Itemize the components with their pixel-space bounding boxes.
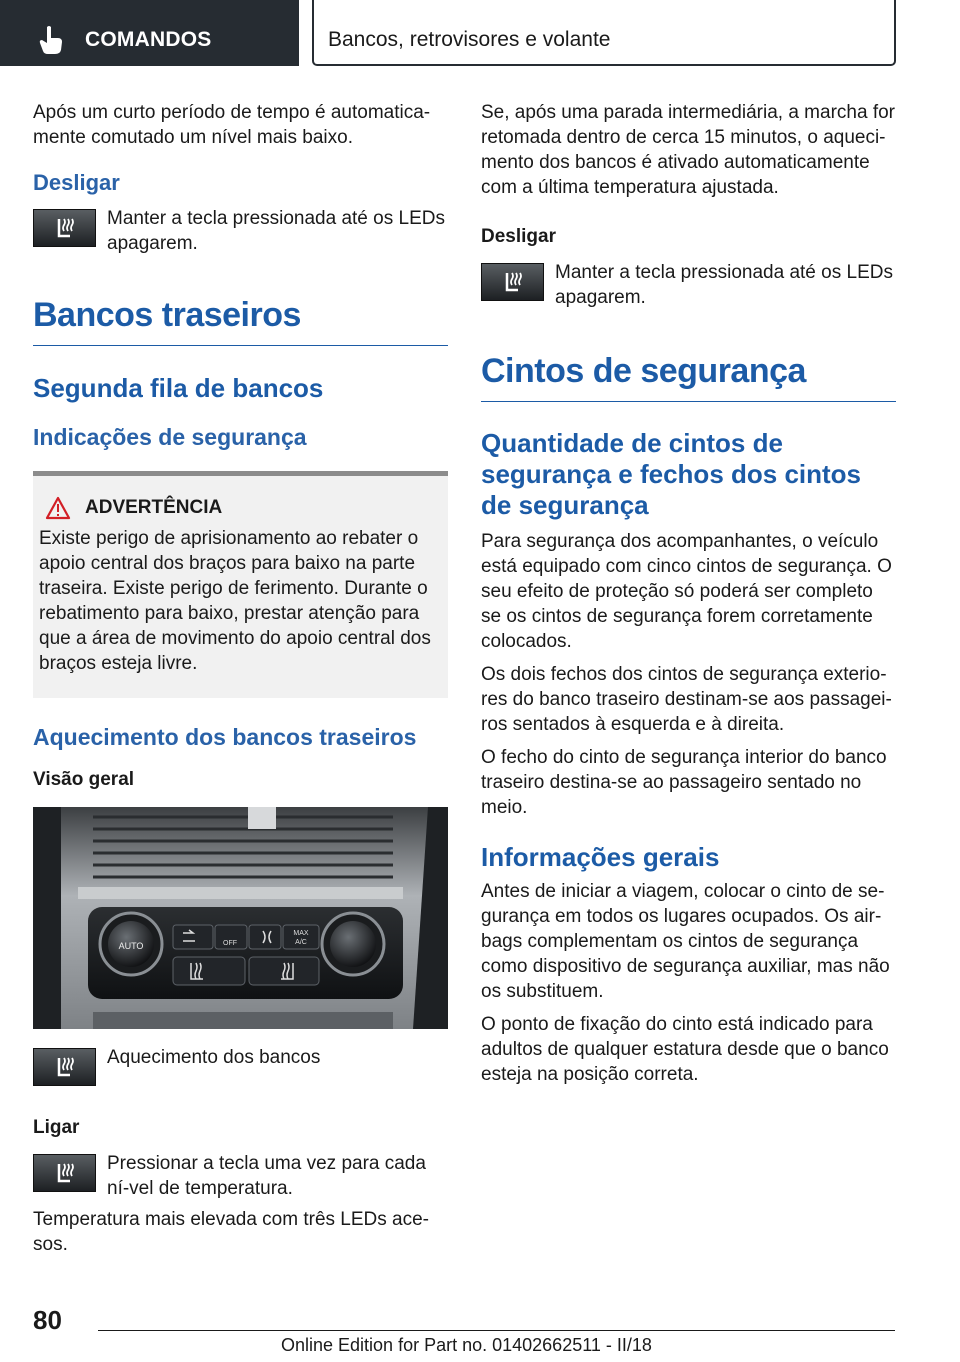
seat-heating-key-icon <box>33 209 96 247</box>
overview-heading: Visão geral <box>33 769 135 790</box>
climate-panel-illustration <box>33 807 448 1029</box>
belt-paragraph-3: O fecho do cinto de segurança interior do banco traseiro destina-se ao passageiro sentado no meio. <box>481 747 887 818</box>
belt-quantity-heading: Quantidade de cintos de segurança e fechos dos cintos de segurança <box>481 428 862 520</box>
ligar-row <box>33 1151 448 1201</box>
off-label: OFF <box>223 940 237 947</box>
hand-pointer-icon <box>38 25 64 55</box>
belt-paragraph-4: Antes de iniciar a viagem, colocar o cinto de se-gurança em todos os lugares ocupados. Os air-bags complementam os cintos de segurança como dispositivo de segurança auxiliar, mas não os substituem. <box>481 881 890 1002</box>
main-heading-seatbelts: Cintos de segurança <box>481 352 806 390</box>
seat-heating-key-icon <box>481 263 544 301</box>
belt-paragraph-5: O ponto de fixação do cinto está indicado para adultos de qualquer estatura desde que o banco esteja na posição correta. <box>481 1014 889 1085</box>
seat-heating-caption-row <box>33 1045 448 1089</box>
desligar-row-right <box>481 260 896 310</box>
heading-rule <box>481 401 896 402</box>
page-number: 80 <box>33 1305 62 1335</box>
belt-paragraph-2: Os dois fechos dos cintos de segurança exterio-res do banco traseiro destinam-se aos passagei-ros sentados à esquerda e à direita. <box>481 664 892 735</box>
desligar-text: Manter a tecla pressionada até os LEDs apagarem. <box>107 208 445 254</box>
seat-heating-caption: Aquecimento dos bancos <box>107 1047 321 1068</box>
ligar-heading: Ligar <box>33 1117 80 1138</box>
seat-heating-key-icon <box>33 1048 96 1086</box>
desligar-row <box>33 206 448 256</box>
intro-paragraph: Após um curto período de tempo é automatica-mente comutado um nível mais baixo. <box>33 102 431 148</box>
rear-climate-panel-photo <box>33 807 448 1029</box>
ac-label: A/C <box>295 939 307 946</box>
ligar-text: Pressionar a tecla uma vez para cada ní-vel de temperatura. <box>107 1153 426 1199</box>
right-column <box>481 100 896 1095</box>
belt-paragraph-1: Para segurança dos acompanhantes, o veículo está equipado com cinco cintos de segurança. O seu efeito de proteção só poderá ser completo se os cintos de segurança forem corretamente colocados. <box>481 531 892 652</box>
edition-footer: Online Edition for Part no. 01402662511 - II/18 <box>281 1335 652 1355</box>
restart-paragraph: Se, após uma parada intermediária, a marcha for retomada dentro de cerca 15 minutos, o aqueci-mento dos bancos é ativado automaticamente com a última temperatura ajustada. <box>481 102 895 198</box>
second-row-heading: Segunda fila de bancos <box>33 373 324 403</box>
warning-triangle-icon <box>45 496 71 520</box>
main-heading-rear-seats: Bancos traseiros <box>33 296 301 334</box>
warning-title: ADVERTÊNCIA <box>85 497 223 518</box>
section-tab <box>0 0 299 66</box>
desligar-text-right: Manter a tecla pressionada até os LEDs apagarem. <box>555 262 893 308</box>
safety-heading: Indicações de segurança <box>33 424 307 450</box>
warning-header <box>39 496 440 520</box>
chapter-tab <box>312 0 896 66</box>
footer-rule <box>98 1330 895 1331</box>
section-label: COMANDOS <box>85 28 212 51</box>
general-info-heading: Informações gerais <box>481 842 720 872</box>
max-label: MAX <box>293 930 309 937</box>
heading-rule <box>33 345 448 346</box>
heating-heading: Aquecimento dos bancos traseiros <box>33 724 417 750</box>
seat-heating-key-icon <box>33 1154 96 1192</box>
auto-label: AUTO <box>118 941 144 951</box>
warning-text: Existe perigo de aprisionamento ao rebater o apoio central dos braços para baixo na parte traseira. Existe perigo de ferimento. Durante o rebatimento para baixo, prestar atenção para que a área de movimento do apoio central dos braços esteja livre. <box>39 528 431 674</box>
desligar-heading-right: Desligar <box>481 226 556 247</box>
chapter-title: Bancos, retrovisores e volante <box>328 28 611 51</box>
desligar-heading: Desligar <box>33 170 120 195</box>
left-column <box>33 100 448 1265</box>
temperature-text: Temperatura mais elevada com três LEDs ace-sos. <box>33 1209 429 1255</box>
warning-box <box>33 471 448 698</box>
